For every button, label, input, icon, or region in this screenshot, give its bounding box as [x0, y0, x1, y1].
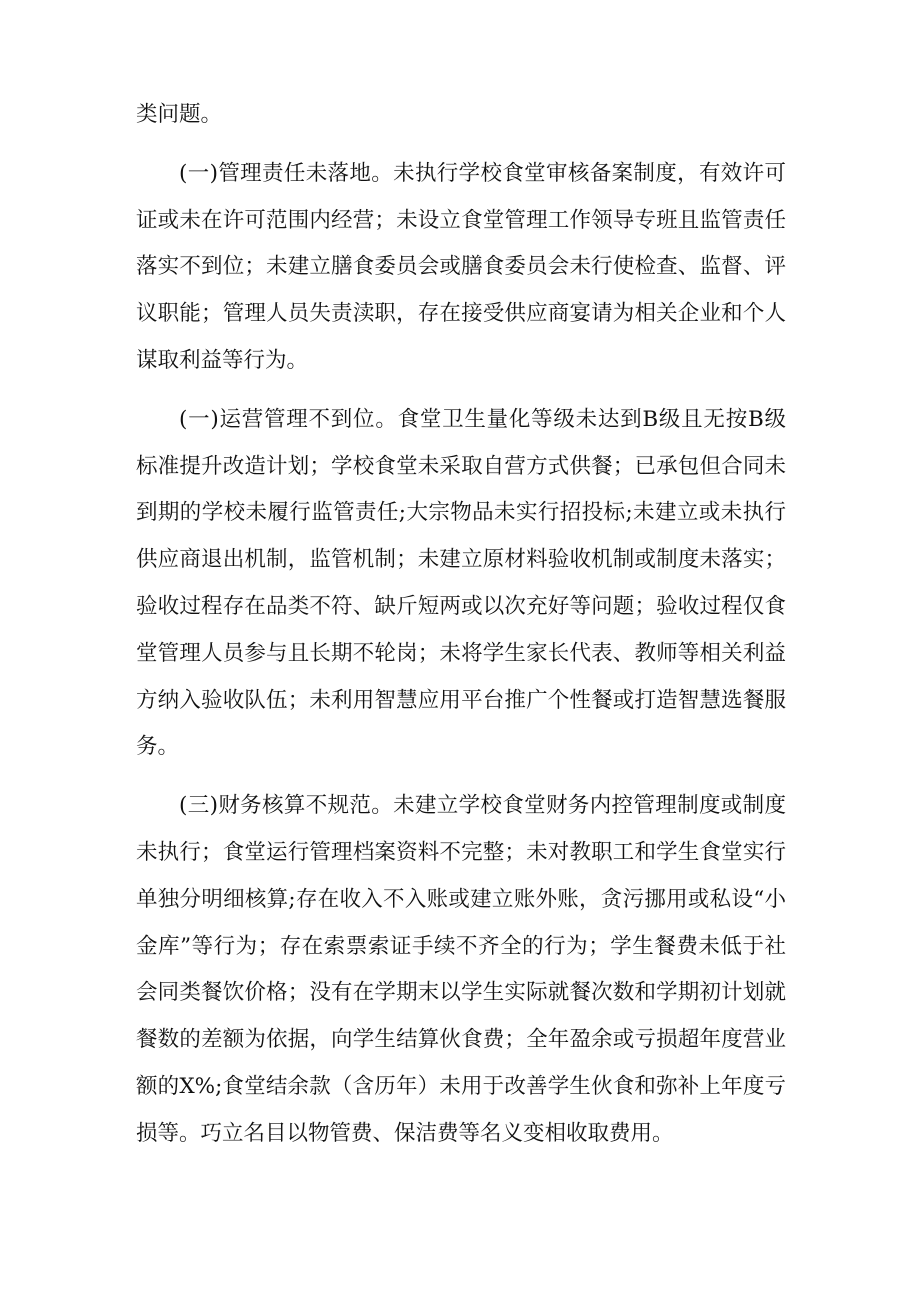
paragraph-text: 食堂卫生量化等级未达到B级且无按B级标准提升改造计划；学校食堂未采取自营方式供餐；已承包但合同未到期的学校未履行监管责任;大宗物品未实行招投标;未建立或未执行供应商退出机制，监管机制；未建立原材料验收机制或制度未落实；验收过程存在品类不符、缺斤短两或以次充好等问题；验收过程仅食堂管理人员参与且长期不轮岗；未将学生家长代表、教师等相关利益方纳入验收队伍；未利用智慧应用平台推广个性餐或打造智慧选餐服务。: [136, 406, 786, 760]
paragraph-text: 未建立学校食堂财务内控管理制度或制度未执行；食堂运行管理档案资料不完整；未对教职工和学生食堂实行单独分明细核算;存在收入不入账或建立账外账，贪污挪用或私设“小金库”等行为；存在索票索证手续不齐全的行为；学生餐费未低于社会同类餐饮价格；没有在学期末以学生实际就餐次数和学期初计划就餐数的差额为依据，向学生结算伙食费；全年盈余或亏损超年度营业额的X%;食堂结余款（含历年）未用于改善学生伙食和弥补上年度亏损等。巧立名目以物管费、保洁费等名义变相收取费用。: [136, 793, 786, 1146]
document-body: [136, 92, 786, 1170]
paragraph-operation-management: [136, 397, 786, 771]
paragraph-management-responsibility: [136, 151, 786, 385]
paragraph-text: 未执行学校食堂审核备案制度，有效许可证或未在许可范围内经营；未设立食堂管理工作领导专班且监管责任落实不到位；未建立膳食委员会或膳食委员会未行使检查、监督、评议职能；管理人员失责渎职，存在接受供应商宴请为相关企业和个人谋取利益等行为。: [136, 160, 786, 373]
paragraph-financial-accounting: [136, 783, 786, 1157]
paragraph-heading: (一)管理责任未落地。: [179, 160, 394, 186]
paragraph-text: 类问题。: [136, 102, 223, 127]
paragraph-continuation: [136, 92, 786, 139]
paragraph-heading: (一)运营管理不到位。: [179, 406, 398, 432]
paragraph-heading: (三)财务核算不规范。: [179, 793, 394, 819]
